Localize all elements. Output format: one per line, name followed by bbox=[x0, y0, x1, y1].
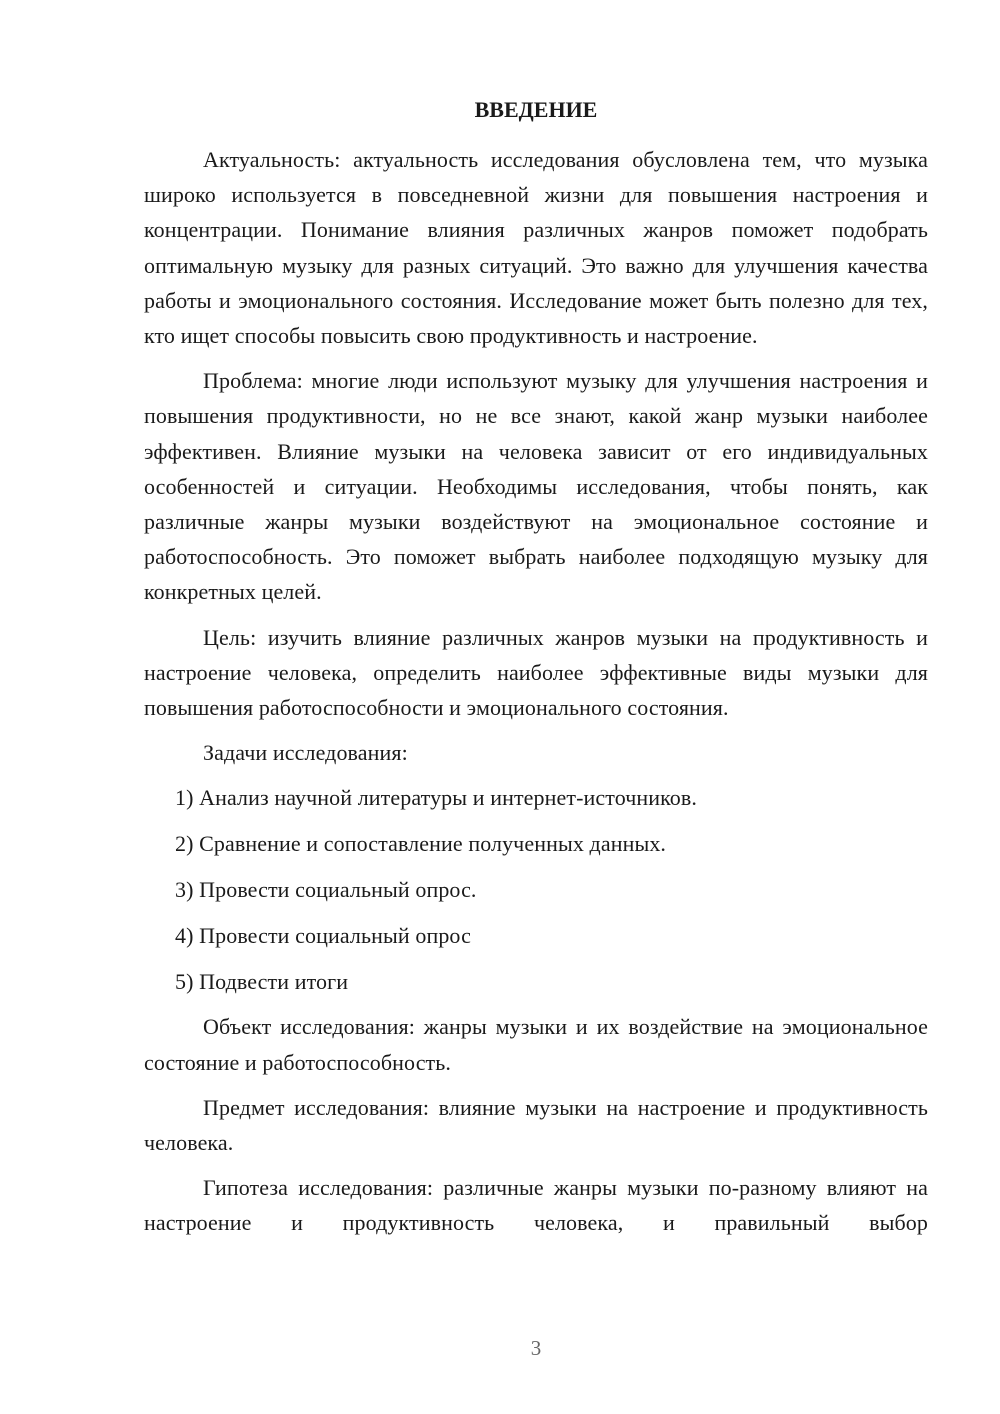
paragraph-hypothesis: Гипотеза исследования: различные жанры музыки по-разному влияют на настроение и продуктивность человека, и правильный выбор bbox=[144, 1175, 928, 1236]
section-title: ВВЕДЕНИЕ bbox=[474, 97, 598, 122]
document-body bbox=[144, 142, 928, 1251]
page-number: 3 bbox=[530, 1336, 542, 1360]
task-item-1: 1) Анализ научной литературы и интернет-источников. bbox=[175, 785, 697, 811]
paragraph-goal: Цель: изучить влияние различных жанров музыки на продуктивность и настроение человека, определить наиболее эффективные виды музыки для повышения работоспособности и эмоционального состояния. bbox=[144, 624, 928, 721]
task-item-5: 5) Подвести итоги bbox=[175, 968, 349, 994]
tasks-heading: Задачи исследования: bbox=[203, 740, 408, 766]
paragraph-object: Объект исследования: жанры музыки и их воздействие на эмоциональное состояние и работоспособность. bbox=[144, 1014, 928, 1075]
tasks-list bbox=[144, 780, 928, 998]
task-item-4: 4) Провести социальный опрос bbox=[175, 922, 471, 948]
task-item-2: 2) Сравнение и сопоставление полученных данных. bbox=[175, 831, 667, 857]
paragraph-relevance: Актуальность: актуальность исследования обусловлена тем, что музыка широко используется в повседневной жизни для повышения настроения и концентрации. Понимание влияния различных жанров поможет подобрать оптимальную музыку для разных ситуаций. Это важно для улучшения качества работы и эмоционального состояния. Исследование может быть полезно для тех, кто ищет способы повысить свою продуктивность и настроение. bbox=[144, 147, 928, 349]
paragraph-subject: Предмет исследования: влияние музыки на настроение и продуктивность человека. bbox=[144, 1094, 928, 1156]
paragraph-problem: Проблема: многие люди используют музыку для улучшения настроения и повышения продуктивности, но не все знают, какой жанр музыки наиболее эффективен. Влияние музыки на человека зависит от его индивидуальных особенностей и ситуации. Необходимы исследования, чтобы понять, как различные жанры музыки воздействуют на эмоциональное состояние и работоспособность. Это поможет выбрать наиболее подходящую музыку для конкретных целей. bbox=[144, 368, 928, 605]
task-item-3: 3) Провести социальный опрос. bbox=[175, 877, 477, 903]
